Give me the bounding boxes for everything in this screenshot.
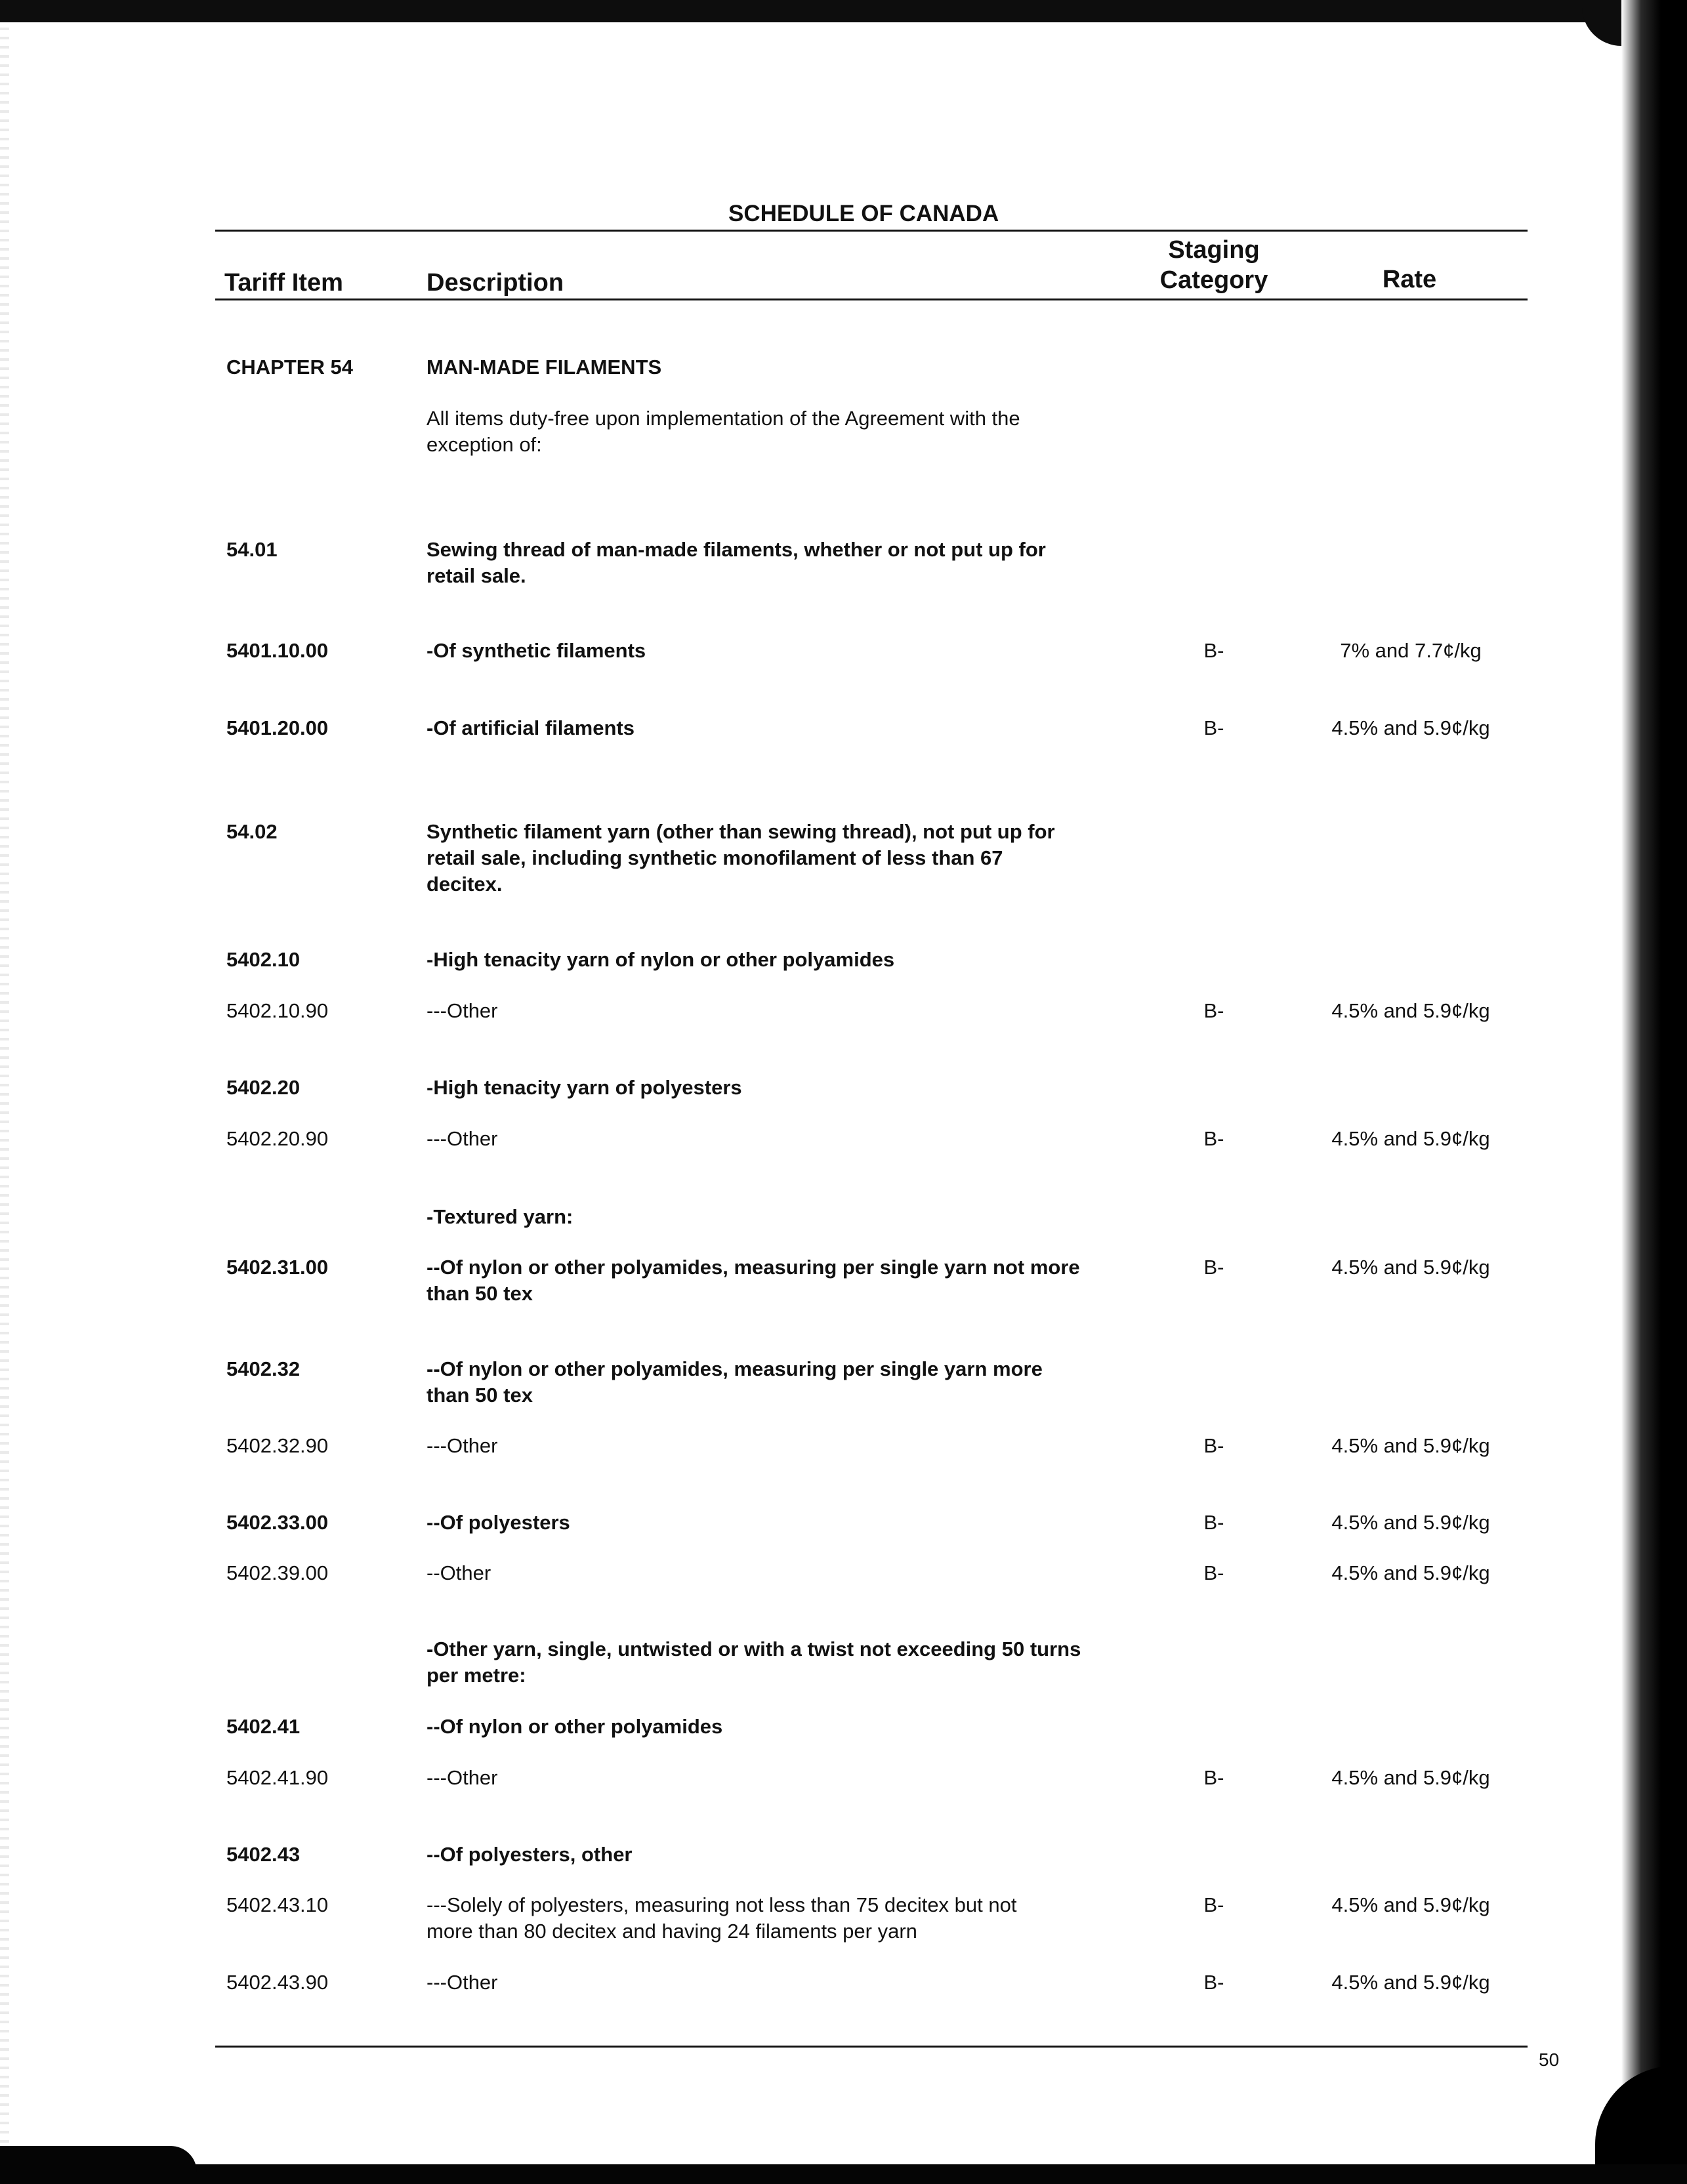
table-row-tariff: 5402.41 bbox=[226, 1715, 301, 1738]
table-row-tariff: 5402.41.90 bbox=[226, 1766, 329, 1789]
table-row-staging: B- bbox=[1203, 1434, 1224, 1457]
page-number: 50 bbox=[1539, 2050, 1560, 2070]
table-row-staging: B- bbox=[1203, 1256, 1224, 1279]
table-row-staging: B- bbox=[1203, 999, 1224, 1022]
column-header-description: Description bbox=[427, 269, 564, 297]
table-row-description: ---Solely of polyesters, measuring not less than 75 decitex but not more than 80 decitex and having 24 filaments per yarn bbox=[427, 1893, 1017, 1943]
table-row-description: -Other yarn, single, untwisted or with a twist not exceeding 50 turns per metre: bbox=[427, 1638, 1081, 1687]
table-row-rate: 7% and 7.7¢/kg bbox=[1340, 639, 1482, 662]
table-row-tariff: 5402.32 bbox=[226, 1357, 301, 1380]
table-row-tariff: CHAPTER 54 bbox=[226, 356, 353, 379]
table-row-tariff: 5402.31.00 bbox=[226, 1256, 329, 1279]
table-row-tariff: 5402.43 bbox=[226, 1843, 301, 1866]
table-row-rate: 4.5% and 5.9¢/kg bbox=[1331, 1971, 1490, 1994]
table-row-rate: 4.5% and 5.9¢/kg bbox=[1331, 1511, 1490, 1534]
table-row-rate: 4.5% and 5.9¢/kg bbox=[1331, 1127, 1490, 1150]
table-row-description: ---Other bbox=[427, 1766, 498, 1789]
table-row-description: --Of nylon or other polyamides bbox=[427, 1715, 723, 1738]
table-row-tariff: 5402.39.00 bbox=[226, 1561, 329, 1584]
table-row-staging: B- bbox=[1203, 639, 1224, 662]
table-row-staging: B- bbox=[1203, 1766, 1224, 1789]
column-header-tariff-item: Tariff Item bbox=[224, 269, 343, 297]
column-header-rate: Rate bbox=[1382, 266, 1437, 293]
table-row-description: Synthetic filament yarn (other than sewing thread), not put up for retail sale, including synthetic monofilament of less than 67 decitex. bbox=[427, 820, 1055, 896]
table-row-description: --Of nylon or other polyamides, measuring per single yarn not more than 50 tex bbox=[427, 1256, 1080, 1305]
table-row-tariff: 5402.43.10 bbox=[226, 1893, 329, 1916]
table-row-tariff: 54.01 bbox=[226, 538, 278, 561]
table-row-rate: 4.5% and 5.9¢/kg bbox=[1331, 1766, 1490, 1789]
table-row-tariff: 5402.20 bbox=[226, 1076, 301, 1099]
table-row-staging: B- bbox=[1203, 1561, 1224, 1584]
table-row-description: --Of polyesters, other bbox=[427, 1843, 633, 1866]
table-row-rate: 4.5% and 5.9¢/kg bbox=[1331, 1434, 1490, 1457]
table-row-tariff: 5402.10.90 bbox=[226, 999, 329, 1022]
table-row-rate: 4.5% and 5.9¢/kg bbox=[1331, 1256, 1490, 1279]
table-row-rate: 4.5% and 5.9¢/kg bbox=[1331, 716, 1490, 739]
table-row-description: Sewing thread of man-made filaments, whether or not put up for retail sale. bbox=[427, 538, 1046, 587]
table-row-staging: B- bbox=[1203, 1127, 1224, 1150]
table-row-description: MAN-MADE FILAMENTS bbox=[427, 356, 662, 379]
table-row-tariff: 5402.10 bbox=[226, 948, 301, 971]
table-row-rate: 4.5% and 5.9¢/kg bbox=[1331, 999, 1490, 1022]
table-row-description: --Other bbox=[427, 1561, 491, 1584]
table-row-description: -Of synthetic filaments bbox=[427, 639, 646, 662]
table-row-tariff: 5402.43.90 bbox=[226, 1971, 329, 1994]
table-row-description: ---Other bbox=[427, 1971, 498, 1994]
header-rule bbox=[215, 299, 1528, 300]
table-row-staging: B- bbox=[1203, 716, 1224, 739]
table-row-tariff: 5402.33.00 bbox=[226, 1511, 329, 1534]
table-row-description: -High tenacity yarn of nylon or other polyamides bbox=[427, 948, 895, 971]
table-row-tariff: 5401.20.00 bbox=[226, 716, 329, 739]
table-row-rate: 4.5% and 5.9¢/kg bbox=[1331, 1893, 1490, 1916]
table-row-tariff: 54.02 bbox=[226, 820, 278, 843]
table-row-tariff: 5401.10.00 bbox=[226, 639, 329, 662]
table-row-description: -Of artificial filaments bbox=[427, 716, 635, 739]
table-row-description: -Textured yarn: bbox=[427, 1205, 573, 1228]
table-row-staging: B- bbox=[1203, 1971, 1224, 1994]
table-row-description: ---Other bbox=[427, 1434, 498, 1457]
title-rule bbox=[215, 230, 1528, 232]
footer-rule bbox=[215, 2046, 1528, 2048]
table-row-tariff: 5402.32.90 bbox=[226, 1434, 329, 1457]
table-row-description: ---Other bbox=[427, 1127, 498, 1150]
table-row-tariff: 5402.20.90 bbox=[226, 1127, 329, 1150]
table-row-description: --Of nylon or other polyamides, measuring per single yarn more than 50 tex bbox=[427, 1357, 1043, 1407]
table-row-description: --Of polyesters bbox=[427, 1511, 570, 1534]
table-row-description: ---Other bbox=[427, 999, 498, 1022]
column-header-staging-category: Staging Category bbox=[1159, 236, 1268, 294]
table-row-staging: B- bbox=[1203, 1511, 1224, 1534]
document-title: SCHEDULE OF CANADA bbox=[728, 201, 999, 226]
table-row-description: All items duty-free upon implementation of the Agreement with the exception of: bbox=[427, 407, 1020, 456]
table-row-description: -High tenacity yarn of polyesters bbox=[427, 1076, 742, 1099]
table-row-staging: B- bbox=[1203, 1893, 1224, 1916]
table-row-rate: 4.5% and 5.9¢/kg bbox=[1331, 1561, 1490, 1584]
